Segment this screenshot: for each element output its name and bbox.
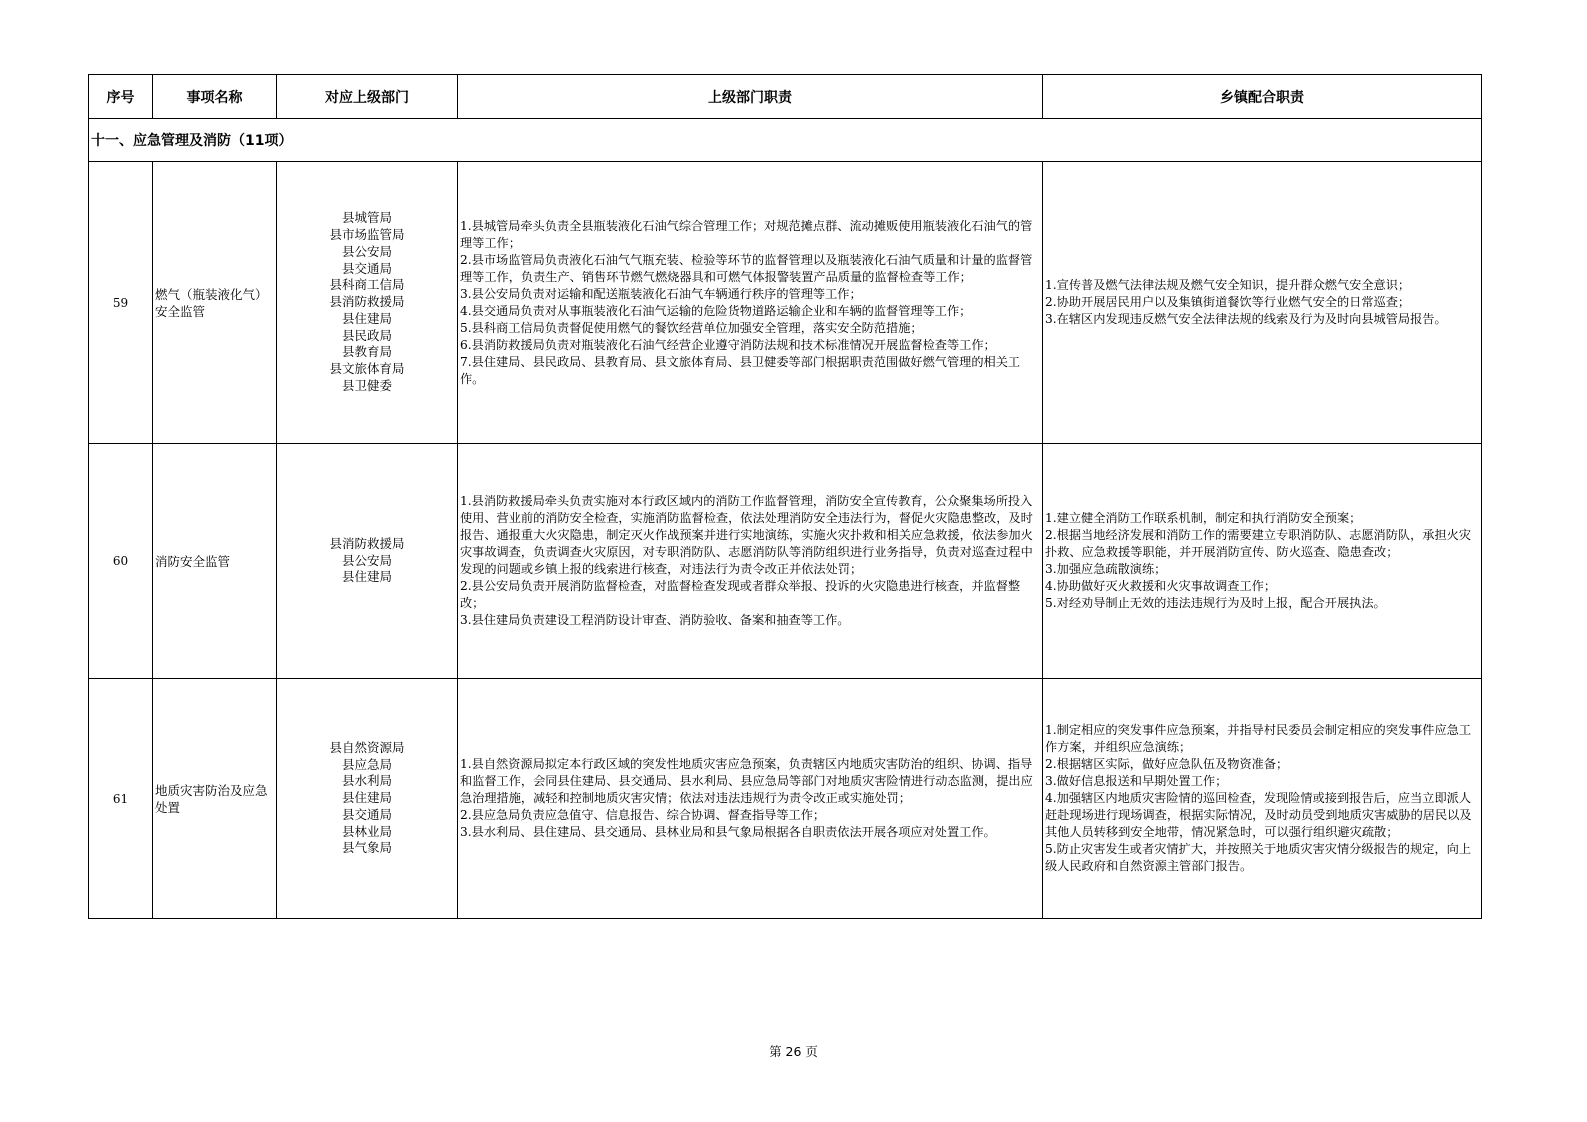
row-upper-duties bbox=[458, 162, 1043, 444]
township-duty-item: 4.协助做好灭火救援和火灾事故调查工作； bbox=[1045, 579, 1277, 593]
table-row bbox=[89, 162, 1482, 444]
department-name: 县消防救援局 bbox=[329, 294, 405, 310]
upper-duty-item: 3.县住建局负责建设工程消防设计审查、消防验收、备案和抽查等工作。 bbox=[460, 613, 850, 627]
header-item-name: 事项名称 bbox=[153, 75, 277, 119]
department-name: 县交通局 bbox=[341, 806, 392, 822]
row-upper-duties bbox=[458, 679, 1043, 919]
township-duty-item: 3.在辖区内发现违反燃气安全法律法规的线索及行为及时向县城管局报告。 bbox=[1045, 312, 1447, 326]
row-departments bbox=[277, 679, 458, 919]
department-name: 县住建局 bbox=[341, 569, 392, 585]
department-name: 县市场监管局 bbox=[329, 226, 405, 242]
township-duty-item: 2.协助开展居民用户以及集镇街道餐饮等行业燃气安全的日常巡查； bbox=[1045, 295, 1411, 309]
section-title: 十一、应急管理及消防（11项） bbox=[89, 119, 1482, 162]
header-serial-number: 序号 bbox=[89, 75, 153, 119]
header-township-cooperation-duties: 乡镇配合职责 bbox=[1043, 75, 1482, 119]
page-number: 第 26 页 bbox=[769, 1044, 818, 1059]
row-upper-duties bbox=[458, 444, 1043, 679]
township-duty-item: 1.制定相应的突发事件应急预案，并指导村民委员会制定相应的突发事件应急工作方案，并组织应急演练； bbox=[1045, 723, 1472, 754]
table-header-row bbox=[89, 75, 1482, 119]
header-upper-department-duties: 上级部门职责 bbox=[458, 75, 1043, 119]
duty-table-container bbox=[88, 74, 1481, 919]
township-duty-item: 3.加强应急疏散演练； bbox=[1045, 562, 1167, 576]
upper-duty-item: 2.县公安局负责开展消防监督检查，对监督检查发现或者群众举报、投诉的火灾隐患进行核查，并监督整改； bbox=[460, 579, 1021, 610]
upper-duty-item: 7.县住建局、县民政局、县教育局、县文旅体育局、县卫健委等部门根据职责范围做好燃气管理的相关工作。 bbox=[460, 354, 1021, 386]
upper-duty-item: 1.县城管局牵头负责全县瓶装液化石油气综合管理工作；对规范摊点群、流动摊贩使用瓶装液化石油气的管理等工作； bbox=[460, 218, 1033, 250]
upper-duty-item: 2.县应急局负责应急值守、信息报告、综合协调、督查指导等工作； bbox=[460, 808, 826, 822]
upper-duty-item: 3.县公安局负责对运输和配送瓶装液化石油气车辆通行秩序的管理等工作； bbox=[460, 286, 862, 301]
row-number: 60 bbox=[89, 444, 153, 679]
row-number: 61 bbox=[89, 679, 153, 919]
department-name: 县文旅体育局 bbox=[329, 361, 405, 377]
row-item-name: 消防安全监管 bbox=[153, 444, 277, 679]
upper-duty-item: 3.县水利局、县住建局、县交通局、县林业局和县气象局根据各自职责依法开展各项应对处置工作。 bbox=[460, 825, 996, 839]
township-duty-item: 1.建立健全消防工作联系机制，制定和执行消防安全预案； bbox=[1045, 511, 1362, 525]
upper-duty-item: 4.县交通局负责对从事瓶装液化石油气运输的危险货物道路运输企业和车辆的监督管理等工作； bbox=[460, 303, 972, 318]
row-departments bbox=[277, 444, 458, 679]
department-name: 县公安局 bbox=[341, 552, 392, 568]
township-duty-item: 2.根据当地经济发展和消防工作的需要建立专职消防队、志愿消防队，承担火灾扑救、应急救援等职能，并开展消防宣传、防火巡查、隐患查改； bbox=[1045, 528, 1472, 559]
upper-duty-item: 1.县自然资源局拟定本行政区域的突发性地质灾害应急预案，负责辖区内地质灾害防治的组织、协调、指导和监督工作，会同县住建局、县交通局、县水利局、县应急局等部门对地质灾害险情进行动态监测，提出应急治理措施，减轻和控制地质灾害灾情；依法对违法违规行为责令改正或实施处罚； bbox=[460, 757, 1033, 805]
department-name: 县教育局 bbox=[341, 344, 392, 360]
township-duty-item: 1.宣传普及燃气法律法规及燃气安全知识，提升群众燃气安全意识； bbox=[1045, 278, 1411, 292]
township-duty-item: 3.做好信息报送和早期处置工作； bbox=[1045, 774, 1228, 788]
department-name: 县水利局 bbox=[341, 773, 392, 789]
table-row bbox=[89, 444, 1482, 679]
department-name: 县林业局 bbox=[341, 823, 392, 839]
row-township-duties bbox=[1043, 444, 1482, 679]
row-township-duties bbox=[1043, 162, 1482, 444]
department-name: 县消防救援局 bbox=[329, 535, 405, 551]
upper-duty-item: 6.县消防救援局负责对瓶装液化石油气经营企业遵守消防法规和技术标准情况开展监督检查等工作； bbox=[460, 337, 996, 352]
department-name: 县卫健委 bbox=[341, 378, 392, 394]
township-duty-item: 2.根据辖区实际，做好应急队伍及物资准备； bbox=[1045, 757, 1289, 771]
duty-table bbox=[88, 74, 1482, 919]
upper-duty-item: 1.县消防救援局牵头负责实施对本行政区域内的消防工作监督管理，消防安全宣传教育，公众聚集场所投入使用、营业前的消防安全检查，实施消防监督检查，依法处理消防安全违法行为，督促火灾隐患整改，及时报告、通报重大火灾隐患，制定灭火作战预案并进行实地演练，实施火灾扑救和相关应急救援，依法参加火灾事故调查，负责调查火灾原因，对专职消防队、志愿消防队等消防组织进行业务指导，负责对巡查过程中发现的问题或乡镇上报的线索进行核查，对违法行为责令改正并依法处罚； bbox=[460, 494, 1033, 576]
department-name: 县科商工信局 bbox=[329, 277, 405, 293]
upper-duty-item: 5.县科商工信局负责督促使用燃气的餐饮经营单位加强安全管理，落实安全防范措施； bbox=[460, 320, 923, 335]
department-name: 县交通局 bbox=[341, 260, 392, 276]
department-name: 县城管局 bbox=[341, 210, 392, 226]
row-item-name: 地质灾害防治及应急处置 bbox=[153, 679, 277, 919]
row-departments bbox=[277, 162, 458, 444]
department-name: 县住建局 bbox=[341, 790, 392, 806]
row-township-duties bbox=[1043, 679, 1482, 919]
department-name: 县民政局 bbox=[341, 327, 392, 343]
department-name: 县住建局 bbox=[341, 310, 392, 326]
table-row bbox=[89, 679, 1482, 919]
section-row bbox=[89, 119, 1482, 162]
upper-duty-item: 2.县市场监管局负责液化石油气气瓶充装、检验等环节的监督管理以及瓶装液化石油气质量和计量的监督管理等工作，负责生产、销售环节燃气燃烧器具和可燃气体报警装置产品质量的监督检查等工作； bbox=[460, 252, 1033, 284]
header-corresponding-department: 对应上级部门 bbox=[277, 75, 458, 119]
department-name: 县公安局 bbox=[341, 243, 392, 259]
township-duty-item: 4.加强辖区内地质灾害险情的巡回检查，发现险情或接到报告后，应当立即派人赶赴现场进行现场调查，根据实际情况，及时动员受到地质灾害威胁的居民以及其他人员转移到安全地带，情况紧急时，可以强行组织避灾疏散； bbox=[1045, 791, 1472, 839]
department-name: 县自然资源局 bbox=[329, 739, 405, 755]
township-duty-item: 5.防止灾害发生或者灾情扩大，并按照关于地质灾害灾情分级报告的规定，向上级人民政府和自然资源主管部门报告。 bbox=[1045, 842, 1472, 873]
township-duty-item: 5.对经劝导制止无效的违法违规行为及时上报，配合开展执法。 bbox=[1045, 596, 1386, 610]
department-name: 县气象局 bbox=[341, 840, 392, 856]
row-number: 59 bbox=[89, 162, 153, 444]
department-name: 县应急局 bbox=[341, 756, 392, 772]
row-item-name: 燃气（瓶装液化气）安全监管 bbox=[153, 162, 277, 444]
